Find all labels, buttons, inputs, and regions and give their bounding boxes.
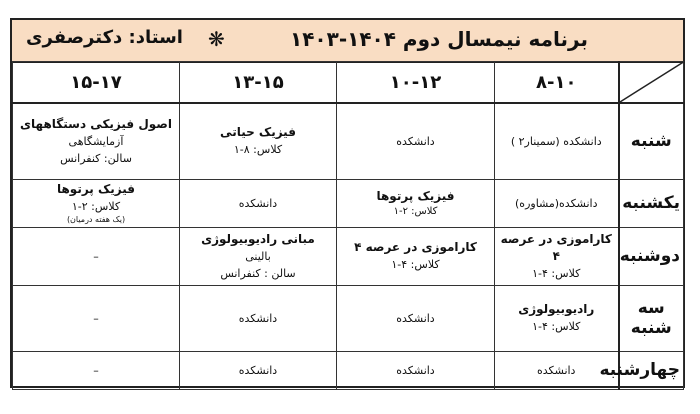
course-title: دانشکده: [537, 363, 576, 377]
course-title: دانشکده: [238, 311, 278, 325]
slot-header-10-12: ۱۰-۱۲: [337, 62, 495, 104]
course-title: رادیوبیولوژی: [518, 302, 595, 316]
schedule-cell: [180, 285, 337, 351]
schedule-cell: [180, 351, 337, 389]
schedule-cell: [13, 285, 180, 351]
schedule-row: [13, 179, 684, 227]
day-label: سه شنبه: [619, 285, 684, 351]
header-row: [13, 62, 684, 104]
course-title: کاراموزی در عرصه ۴: [500, 231, 612, 263]
schedule-cell: [337, 227, 495, 285]
course-title: کاراموزی در عرصه ۴: [354, 240, 477, 254]
schedule-cell: [495, 103, 619, 179]
schedule-sheet: [10, 18, 685, 388]
day-label: یکشنبه: [619, 179, 684, 227]
schedule-cell: [337, 179, 495, 227]
schedule-cell: [337, 285, 495, 351]
schedule-cell: [13, 227, 180, 285]
schedule-cell: [13, 103, 180, 179]
schedule-cell: [13, 351, 180, 389]
course-detail: کلاس: ۲-۱: [393, 206, 438, 217]
slot-header-8-10: ۸-۱۰: [495, 62, 619, 104]
schedule-cell: [495, 179, 619, 227]
schedule-row: [13, 227, 684, 285]
course-title: دانشکده: [396, 363, 435, 377]
teacher-name: استاد: دکترصفری: [26, 27, 183, 48]
star-icon: ❋: [208, 27, 225, 51]
schedule-cell: [337, 351, 495, 389]
schedule-cell: [495, 285, 619, 351]
course-detail: (یک هفته درمیان): [66, 215, 126, 224]
course-title: فیزیک پرتوها: [376, 189, 455, 203]
course-title: مبانی رادیوبیولوژی: [201, 231, 315, 246]
course-title: فیزیک پرتوها: [56, 182, 136, 196]
schedule-cell: [495, 227, 619, 285]
course-title: فیزیک حیاتی: [220, 125, 296, 140]
corner-diagonal-cell: [619, 62, 684, 104]
day-label: شنبه: [619, 103, 684, 179]
course-detail: آزمایشگاهی: [68, 134, 124, 148]
course-title: دانشکده: [396, 311, 435, 325]
course-detail: کلاس: ۴-۱: [532, 320, 581, 333]
schedule-cell: [13, 179, 180, 227]
schedule-row: [13, 285, 684, 351]
program-title: برنامه نیمسال دوم ۱۴۰۴-۱۴۰۳: [290, 27, 588, 51]
day-label: چهارشنبه: [619, 351, 684, 389]
course-title: –: [93, 311, 99, 325]
course-title: دانشکده (سمینار۲ ): [510, 134, 602, 148]
schedule-table: [12, 61, 684, 390]
course-title: دانشکده: [396, 134, 435, 148]
course-detail: کلاس: ۴-۱: [532, 266, 581, 280]
day-label: دوشنبه: [619, 227, 684, 285]
course-title: دانشکده: [238, 196, 278, 210]
schedule-cell: [180, 179, 337, 227]
course-title: –: [93, 249, 99, 263]
course-detail: کلاس: ۲-۱: [71, 200, 121, 213]
schedule-row: [13, 103, 684, 179]
course-detail: سالن: کنفرانس: [60, 151, 132, 165]
course-detail: بالینی: [245, 249, 271, 263]
title-bar: [12, 20, 683, 63]
course-title: اصول فیزیکی دستگاههای: [20, 116, 172, 131]
course-detail: کلاس: ۴-۱: [391, 258, 440, 271]
course-title: دانشکده(مشاوره): [515, 196, 598, 210]
schedule-row: [13, 351, 684, 389]
course-title: –: [93, 363, 99, 377]
schedule-cell: [337, 103, 495, 179]
schedule-cell: [180, 227, 337, 285]
course-title: دانشکده: [238, 363, 278, 377]
course-detail: سالن : کنفرانس: [220, 266, 296, 280]
diagonal-line: [620, 62, 684, 102]
schedule-cell: [180, 103, 337, 179]
slot-header-15-17: ۱۵-۱۷: [13, 62, 180, 104]
course-detail: کلاس: ۸-۱: [233, 143, 283, 157]
slot-header-13-15: ۱۳-۱۵: [180, 62, 337, 104]
